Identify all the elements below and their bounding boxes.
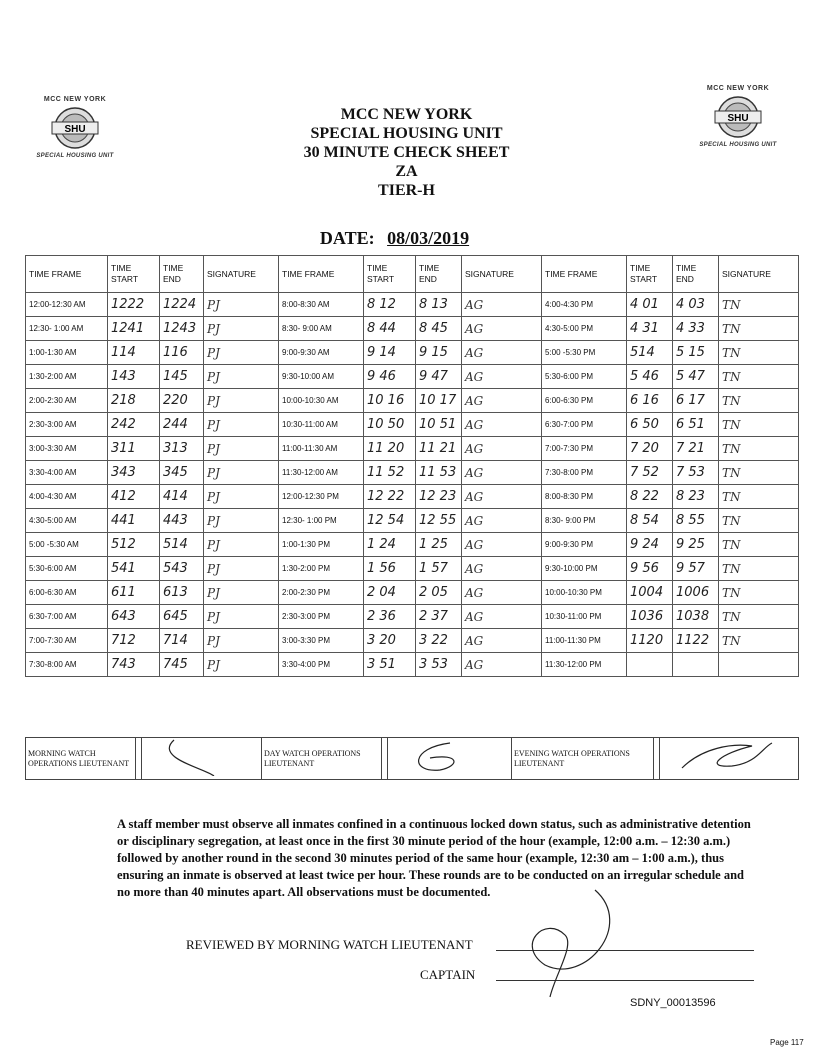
time-start-cell[interactable]: 3 51 — [364, 653, 416, 677]
time-frame-cell: 6:30-7:00 AM — [26, 605, 108, 629]
time-end-cell[interactable]: 414 — [160, 485, 204, 509]
logo-top-text: MCC NEW YORK — [706, 85, 770, 92]
col-signature: SIGNATURE — [462, 256, 542, 293]
day-watch-label: DAY WATCH OPERATIONS LIEUTENANT — [262, 738, 382, 780]
date-line — [0, 228, 813, 249]
time-end-cell[interactable]: 345 — [160, 461, 204, 485]
time-end-cell[interactable] — [673, 653, 719, 677]
time-frame-cell: 1:30-2:00 PM — [279, 557, 364, 581]
signature-cell[interactable]: AG — [462, 533, 542, 557]
signature-cell[interactable]: TN — [719, 365, 799, 389]
signature-cell[interactable]: AG — [462, 509, 542, 533]
time-end-cell[interactable]: 645 — [160, 605, 204, 629]
header-line-2: SPECIAL HOUSING UNIT — [310, 125, 503, 142]
time-end-cell[interactable]: 443 — [160, 509, 204, 533]
time-end-cell[interactable]: 11 53 — [416, 461, 462, 485]
time-frame-cell: 4:30-5:00 AM — [26, 509, 108, 533]
time-frame-cell: 4:00-4:30 PM — [542, 293, 627, 317]
col-time-start: TIME START — [364, 256, 416, 293]
signature-cell[interactable]: TN — [719, 461, 799, 485]
check-table — [25, 255, 799, 677]
time-start-cell[interactable]: 8 12 — [364, 293, 416, 317]
time-start-cell[interactable]: 9 14 — [364, 341, 416, 365]
morning-watch-signature[interactable] — [142, 738, 262, 780]
col-time-start: TIME START — [627, 256, 673, 293]
time-start-cell[interactable]: 7 52 — [627, 461, 673, 485]
time-start-cell[interactable]: 10 16 — [364, 389, 416, 413]
signature-cell[interactable]: AG — [462, 629, 542, 653]
time-end-cell[interactable]: 5 15 — [673, 341, 719, 365]
table-row — [26, 509, 799, 533]
table-row — [26, 341, 799, 365]
time-end-cell[interactable]: 8 55 — [673, 509, 719, 533]
signature-cell[interactable]: PJ — [204, 317, 279, 341]
time-start-cell[interactable]: 10 50 — [364, 413, 416, 437]
time-frame-cell: 2:30-3:00 PM — [279, 605, 364, 629]
table-row — [26, 413, 799, 437]
time-start-cell[interactable]: 11 20 — [364, 437, 416, 461]
header-line-3: 30 MINUTE CHECK SHEET — [303, 144, 510, 161]
time-end-cell[interactable]: 244 — [160, 413, 204, 437]
time-end-cell[interactable]: 714 — [160, 629, 204, 653]
time-end-cell[interactable]: 145 — [160, 365, 204, 389]
time-end-cell[interactable]: 8 45 — [416, 317, 462, 341]
signature-cell[interactable]: PJ — [204, 341, 279, 365]
time-end-cell[interactable]: 1224 — [160, 293, 204, 317]
time-end-cell[interactable]: 1 57 — [416, 557, 462, 581]
signature-cell[interactable]: PJ — [204, 293, 279, 317]
time-frame-cell: 8:00-8:30 AM — [279, 293, 364, 317]
signature-cell[interactable]: AG — [462, 461, 542, 485]
time-frame-cell: 12:00-12:30 AM — [26, 293, 108, 317]
time-end-cell[interactable]: 2 37 — [416, 605, 462, 629]
time-frame-cell: 12:30- 1:00 PM — [279, 509, 364, 533]
table-row — [26, 653, 799, 677]
time-end-cell[interactable]: 4 03 — [673, 293, 719, 317]
time-frame-cell: 8:30- 9:00 PM — [542, 509, 627, 533]
time-frame-cell: 9:30-10:00 AM — [279, 365, 364, 389]
time-end-cell[interactable]: 10 17 — [416, 389, 462, 413]
table-row — [26, 629, 799, 653]
signature-cell[interactable]: PJ — [204, 653, 279, 677]
time-end-cell[interactable]: 8 23 — [673, 485, 719, 509]
signature-scribble-icon — [662, 738, 792, 776]
time-start-cell[interactable]: 7 20 — [627, 437, 673, 461]
time-start-cell[interactable]: 6 16 — [627, 389, 673, 413]
signature-cell[interactable]: AG — [462, 365, 542, 389]
table-row — [26, 317, 799, 341]
time-end-cell[interactable]: 543 — [160, 557, 204, 581]
time-start-cell[interactable] — [627, 653, 673, 677]
signature-cell[interactable]: TN — [719, 581, 799, 605]
time-start-cell[interactable]: 441 — [108, 509, 160, 533]
signature-cell[interactable]: TN — [719, 293, 799, 317]
time-frame-cell: 1:30-2:00 AM — [26, 365, 108, 389]
signature-cell[interactable]: TN — [719, 605, 799, 629]
bates-number: SDNY_00013596 — [630, 997, 716, 1009]
time-start-cell[interactable]: 1036 — [627, 605, 673, 629]
time-frame-cell: 6:30-7:00 PM — [542, 413, 627, 437]
time-end-cell[interactable]: 514 — [160, 533, 204, 557]
time-end-cell[interactable]: 313 — [160, 437, 204, 461]
time-frame-cell: 5:30-6:00 AM — [26, 557, 108, 581]
logo-seal-text: SHU — [64, 124, 86, 135]
time-start-cell[interactable]: 311 — [108, 437, 160, 461]
time-start-cell[interactable]: 8 22 — [627, 485, 673, 509]
signature-cell[interactable]: TN — [719, 413, 799, 437]
time-end-cell[interactable]: 6 17 — [673, 389, 719, 413]
table-row — [26, 365, 799, 389]
signature-cell[interactable]: TN — [719, 557, 799, 581]
time-frame-cell: 2:00-2:30 AM — [26, 389, 108, 413]
time-end-cell[interactable]: 3 22 — [416, 629, 462, 653]
page-number: Page 117 — [770, 1038, 804, 1047]
time-frame-cell: 8:30- 9:00 AM — [279, 317, 364, 341]
time-frame-cell: 11:00-11:30 PM — [542, 629, 627, 653]
signature-cell[interactable]: TN — [719, 485, 799, 509]
signature-cell[interactable]: AG — [462, 485, 542, 509]
time-frame-cell: 10:30-11:00 AM — [279, 413, 364, 437]
time-end-cell[interactable]: 10 51 — [416, 413, 462, 437]
time-end-cell[interactable]: 1 25 — [416, 533, 462, 557]
time-start-cell[interactable]: 611 — [108, 581, 160, 605]
time-start-cell[interactable]: 218 — [108, 389, 160, 413]
signature-scribble-icon — [144, 738, 254, 776]
time-start-cell[interactable]: 9 46 — [364, 365, 416, 389]
time-end-cell[interactable]: 745 — [160, 653, 204, 677]
signature-cell[interactable]: PJ — [204, 605, 279, 629]
signature-cell[interactable]: AG — [462, 293, 542, 317]
signature-cell[interactable]: TN — [719, 389, 799, 413]
time-start-cell[interactable]: 8 44 — [364, 317, 416, 341]
logo-top-text: MCC NEW YORK — [43, 96, 107, 103]
time-start-cell[interactable]: 143 — [108, 365, 160, 389]
col-time-end: TIME END — [673, 256, 719, 293]
time-frame-cell: 4:30-5:00 PM — [542, 317, 627, 341]
time-frame-cell: 11:00-11:30 AM — [279, 437, 364, 461]
logo-bottom-text: SPECIAL HOUSING UNIT — [699, 142, 777, 148]
evening-watch-signature[interactable] — [660, 738, 799, 780]
signature-cell[interactable]: TN — [719, 437, 799, 461]
signature-cell[interactable]: TN — [719, 317, 799, 341]
time-start-cell[interactable]: 12 54 — [364, 509, 416, 533]
table-row — [26, 461, 799, 485]
table-row — [26, 293, 799, 317]
time-end-cell[interactable]: 1038 — [673, 605, 719, 629]
time-frame-cell: 5:00 -5:30 AM — [26, 533, 108, 557]
table-row — [26, 557, 799, 581]
col-time-end: TIME END — [160, 256, 204, 293]
time-start-cell[interactable]: 5 46 — [627, 365, 673, 389]
col-time-start: TIME START — [108, 256, 160, 293]
day-watch-signature[interactable] — [388, 738, 512, 780]
time-frame-cell: 9:30-10:00 PM — [542, 557, 627, 581]
time-frame-cell: 6:00-6:30 PM — [542, 389, 627, 413]
reviewer-signature-icon — [505, 885, 635, 1000]
signature-cell[interactable]: TN — [719, 509, 799, 533]
time-frame-cell: 5:30-6:00 PM — [542, 365, 627, 389]
time-frame-cell: 10:00-10:30 PM — [542, 581, 627, 605]
time-frame-cell: 6:00-6:30 AM — [26, 581, 108, 605]
signature-cell[interactable]: PJ — [204, 365, 279, 389]
signature-cell[interactable]: PJ — [204, 437, 279, 461]
time-start-cell[interactable]: 3 20 — [364, 629, 416, 653]
time-frame-cell: 9:00-9:30 AM — [279, 341, 364, 365]
time-frame-cell: 3:30-4:00 PM — [279, 653, 364, 677]
time-end-cell[interactable]: 9 47 — [416, 365, 462, 389]
date-value: 08/03/2019 — [387, 228, 470, 248]
time-end-cell[interactable]: 1006 — [673, 581, 719, 605]
signature-cell[interactable]: PJ — [204, 413, 279, 437]
signature-cell[interactable]: AG — [462, 341, 542, 365]
date-label: DATE: — [319, 228, 375, 248]
time-frame-cell: 3:00-3:30 PM — [279, 629, 364, 653]
time-start-cell[interactable]: 643 — [108, 605, 160, 629]
time-frame-cell: 2:00-2:30 PM — [279, 581, 364, 605]
signature-cell[interactable]: PJ — [204, 629, 279, 653]
time-frame-cell: 10:00-10:30 AM — [279, 389, 364, 413]
time-start-cell[interactable]: 743 — [108, 653, 160, 677]
time-frame-cell: 4:00-4:30 AM — [26, 485, 108, 509]
signature-cell[interactable]: TN — [719, 629, 799, 653]
time-end-cell[interactable]: 1122 — [673, 629, 719, 653]
signature-cell[interactable]: AG — [462, 389, 542, 413]
time-frame-cell: 8:00-8:30 PM — [542, 485, 627, 509]
time-end-cell[interactable]: 9 15 — [416, 341, 462, 365]
col-time-frame: TIME FRAME — [279, 256, 364, 293]
time-frame-cell: 7:00-7:30 AM — [26, 629, 108, 653]
time-frame-cell: 12:30- 1:00 AM — [26, 317, 108, 341]
time-end-cell[interactable]: 9 57 — [673, 557, 719, 581]
time-start-cell[interactable]: 412 — [108, 485, 160, 509]
signature-cell[interactable]: PJ — [204, 461, 279, 485]
time-end-cell[interactable]: 12 23 — [416, 485, 462, 509]
time-start-cell[interactable]: 12 22 — [364, 485, 416, 509]
time-end-cell[interactable]: 3 53 — [416, 653, 462, 677]
header-line-4: ZA — [395, 163, 418, 180]
time-start-cell[interactable]: 2 36 — [364, 605, 416, 629]
time-end-cell[interactable]: 4 33 — [673, 317, 719, 341]
signature-cell[interactable]: AG — [462, 557, 542, 581]
col-signature: SIGNATURE — [204, 256, 279, 293]
time-end-cell[interactable]: 1243 — [160, 317, 204, 341]
reviewed-label: REVIEWED BY MORNING WATCH LIEUTENANT — [186, 937, 473, 952]
signature-cell[interactable]: TN — [719, 533, 799, 557]
time-end-cell[interactable]: 12 55 — [416, 509, 462, 533]
time-frame-cell: 7:30-8:00 PM — [542, 461, 627, 485]
time-frame-cell: 1:00-1:30 AM — [26, 341, 108, 365]
sheet-header — [0, 105, 813, 200]
signature-cell[interactable]: PJ — [204, 533, 279, 557]
signature-cell[interactable]: AG — [462, 413, 542, 437]
time-frame-cell: 11:30-12:00 AM — [279, 461, 364, 485]
table-row — [26, 389, 799, 413]
policy-paragraph: A staff member must observe all inmates confined in a continuous locked down status, such as administrative detention or disciplinary segregation, at least once in the first 30 minute period of the hour (example, 12:00 a.m. – 12:30 a.m.) followed by another round in the second 30 minutes period of the same hour (example, 12:30 am – 1:00 a.m.), thus ensuring an inmate is observed at least twice per hour. These rounds are to be conducted on an irregular schedule and no more than 40 minutes apart. All observations must be documented. — [117, 817, 751, 899]
signature-scribble-icon — [390, 738, 500, 776]
signature-cell[interactable]: PJ — [204, 485, 279, 509]
col-signature: SIGNATURE — [719, 256, 799, 293]
time-frame-cell: 7:30-8:00 AM — [26, 653, 108, 677]
signature-cell[interactable]: AG — [462, 581, 542, 605]
time-end-cell[interactable]: 11 21 — [416, 437, 462, 461]
time-start-cell[interactable]: 1222 — [108, 293, 160, 317]
time-start-cell[interactable]: 4 01 — [627, 293, 673, 317]
signature-cell[interactable]: PJ — [204, 509, 279, 533]
time-end-cell[interactable]: 6 51 — [673, 413, 719, 437]
time-start-cell[interactable]: 541 — [108, 557, 160, 581]
time-start-cell[interactable]: 6 50 — [627, 413, 673, 437]
time-start-cell[interactable]: 1241 — [108, 317, 160, 341]
time-frame-cell: 5:00 -5:30 PM — [542, 341, 627, 365]
time-start-cell[interactable]: 1 56 — [364, 557, 416, 581]
time-start-cell[interactable]: 8 54 — [627, 509, 673, 533]
signature-cell[interactable]: PJ — [204, 557, 279, 581]
header-line-5: TIER-H — [378, 182, 435, 199]
signature-cell[interactable]: AG — [462, 317, 542, 341]
col-time-frame: TIME FRAME — [542, 256, 627, 293]
signature-cell[interactable]: AG — [462, 437, 542, 461]
time-start-cell[interactable]: 242 — [108, 413, 160, 437]
evening-watch-label: EVENING WATCH OPERATIONS LIEUTENANT — [512, 738, 654, 780]
time-start-cell[interactable]: 9 24 — [627, 533, 673, 557]
time-frame-cell: 9:00-9:30 PM — [542, 533, 627, 557]
table-row — [26, 437, 799, 461]
time-end-cell[interactable]: 7 21 — [673, 437, 719, 461]
col-time-frame: TIME FRAME — [26, 256, 108, 293]
time-frame-cell: 3:00-3:30 AM — [26, 437, 108, 461]
signature-cell[interactable]: PJ — [204, 581, 279, 605]
time-frame-cell: 7:00-7:30 PM — [542, 437, 627, 461]
time-frame-cell: 3:30-4:00 AM — [26, 461, 108, 485]
logo-bottom-text: SPECIAL HOUSING UNIT — [36, 153, 114, 159]
morning-watch-label: MORNING WATCH OPERATIONS LIEUTENANT — [26, 738, 136, 780]
signature-cell[interactable] — [719, 653, 799, 677]
time-end-cell[interactable]: 220 — [160, 389, 204, 413]
logo-seal-text: SHU — [727, 113, 749, 124]
table-row — [26, 533, 799, 557]
col-time-end: TIME END — [416, 256, 462, 293]
signature-cell[interactable]: PJ — [204, 389, 279, 413]
time-start-cell[interactable]: 2 04 — [364, 581, 416, 605]
time-frame-cell: 2:30-3:00 AM — [26, 413, 108, 437]
time-frame-cell: 1:00-1:30 PM — [279, 533, 364, 557]
table-header-row — [26, 256, 799, 293]
time-end-cell[interactable]: 5 47 — [673, 365, 719, 389]
time-end-cell[interactable]: 2 05 — [416, 581, 462, 605]
time-start-cell[interactable]: 343 — [108, 461, 160, 485]
time-frame-cell: 11:30-12:00 PM — [542, 653, 627, 677]
signature-cell[interactable]: TN — [719, 341, 799, 365]
time-start-cell[interactable]: 512 — [108, 533, 160, 557]
time-start-cell[interactable]: 1004 — [627, 581, 673, 605]
table-row — [26, 605, 799, 629]
time-start-cell[interactable]: 114 — [108, 341, 160, 365]
time-start-cell[interactable]: 11 52 — [364, 461, 416, 485]
header-line-1: MCC NEW YORK — [340, 106, 473, 123]
captain-label: CAPTAIN — [420, 967, 476, 982]
time-start-cell[interactable]: 4 31 — [627, 317, 673, 341]
time-frame-cell: 10:30-11:00 PM — [542, 605, 627, 629]
time-start-cell[interactable]: 1 24 — [364, 533, 416, 557]
watch-signoff-table — [25, 737, 799, 780]
time-end-cell[interactable]: 613 — [160, 581, 204, 605]
time-start-cell[interactable]: 514 — [627, 341, 673, 365]
time-start-cell[interactable]: 712 — [108, 629, 160, 653]
table-row — [26, 485, 799, 509]
time-end-cell[interactable]: 8 13 — [416, 293, 462, 317]
time-frame-cell: 12:00-12:30 PM — [279, 485, 364, 509]
signature-cell[interactable]: AG — [462, 605, 542, 629]
time-start-cell[interactable]: 1120 — [627, 629, 673, 653]
table-row — [26, 581, 799, 605]
time-end-cell[interactable]: 7 53 — [673, 461, 719, 485]
time-end-cell[interactable]: 9 25 — [673, 533, 719, 557]
time-start-cell[interactable]: 9 56 — [627, 557, 673, 581]
signature-cell[interactable]: AG — [462, 653, 542, 677]
time-end-cell[interactable]: 116 — [160, 341, 204, 365]
